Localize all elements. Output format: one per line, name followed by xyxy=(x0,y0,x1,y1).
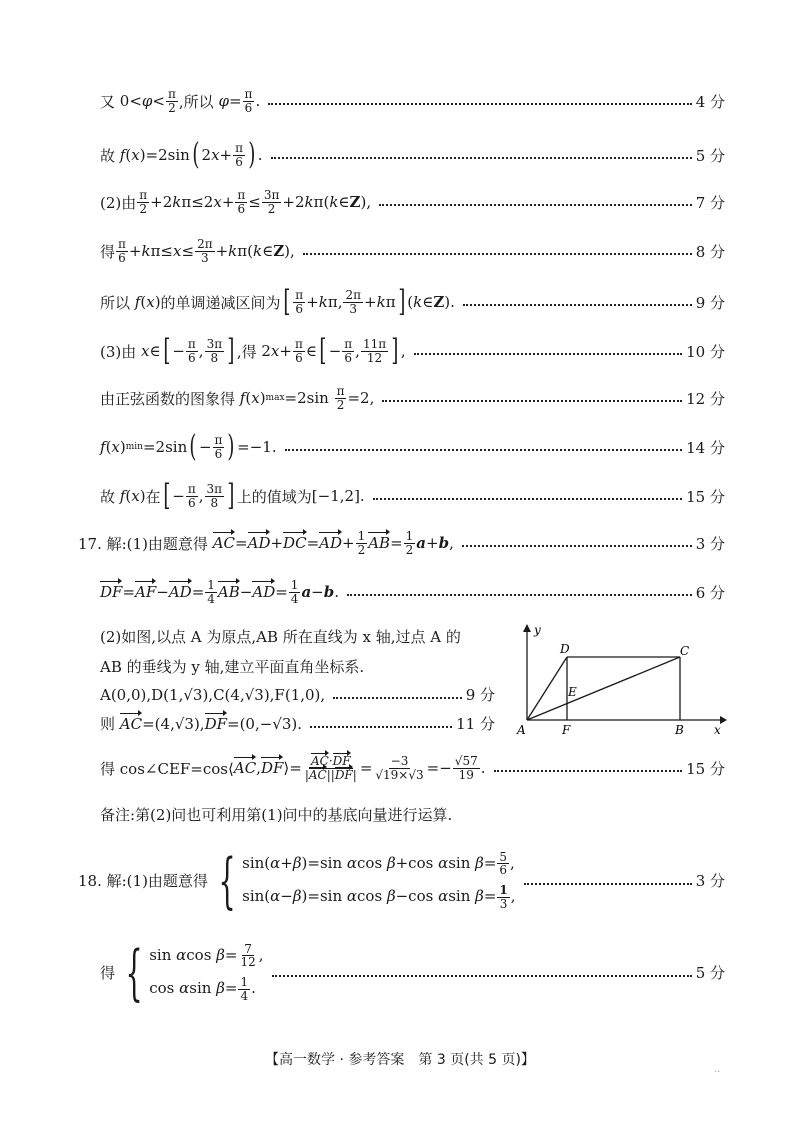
score-mark: 6 分 xyxy=(695,583,725,602)
label-x: x xyxy=(714,723,721,737)
dot-leader xyxy=(271,157,692,159)
q17-line-1 xyxy=(78,530,725,556)
solution-line-3 xyxy=(100,189,725,215)
score-mark: 12 分 xyxy=(686,389,725,408)
dot-leader xyxy=(463,304,692,306)
dot-leader xyxy=(303,253,692,255)
label-c: C xyxy=(680,644,690,658)
expr-fmin: f ( x ) min =2sin ( − $\frac{\pi}{6}$ ) =−1. xyxy=(100,429,277,464)
score-mark: 14 分 xyxy=(686,438,725,457)
solution-line-6 xyxy=(100,333,725,368)
score-mark: 10 分 xyxy=(686,342,725,361)
solution-line-5 xyxy=(100,284,725,319)
solution-line-2 xyxy=(100,137,725,172)
segment-ad xyxy=(527,657,567,720)
score-mark: 15 分 xyxy=(686,759,725,778)
label-y: y xyxy=(534,623,541,637)
solution-line-1 xyxy=(100,88,725,114)
score-mark: 3 分 xyxy=(695,872,725,890)
score-mark: 3 分 xyxy=(695,534,725,553)
equation-system: { sin(α+β)=sin αcos β+cos αsin β= $\frac{5}{6}$ , sin(α−β)=sin αcos β−cos αsin β= $\frac{1}{3}$ , xyxy=(218,845,516,916)
dot-leader xyxy=(310,726,452,728)
expr-fmax: 由正弦函数的图象得 f ( x ) max =2sin $\frac{\pi}{2}$ =2, xyxy=(100,384,375,412)
dot-leader xyxy=(373,498,682,500)
segment-ac xyxy=(527,657,680,720)
expr-points: A(0,0),D(1,√3),C(4,√3),F(1,0), xyxy=(100,685,326,704)
dot-leader xyxy=(272,975,692,977)
dot-leader xyxy=(268,103,691,105)
score-mark: 8 分 xyxy=(695,242,725,261)
expr-decreasing-inequality: (2)由 $\frac{\pi}{2}$ +2 k π≤2 x + $\frac{\pi}{6}$ ≤ $\frac{3\pi}{2}$ +2 k π( k ∈ Z ), xyxy=(100,188,372,216)
coordinate-figure xyxy=(510,620,732,742)
expr-q18-system: 18. 解:(1)由题意得 { sin(α+β)=sin αcos β+cos αsin β= $\frac{5}{6}$ , sin(α−β)=sin αcos β−cos αsin β= $\frac{1}{3}$ , xyxy=(78,845,516,916)
corner-mark: .. xyxy=(714,1064,721,1075)
expr-phi-range: 又 0< φ < $\frac{\pi}{2}$ ,所以 φ = $\frac{\pi}{6}$ . xyxy=(100,87,261,115)
expr-f-formula: 故 f ( x )=2sin ( 2 x + $\frac{\pi}{6}$ ) . xyxy=(100,137,263,172)
label-b: B xyxy=(675,723,684,737)
q17-cos-line xyxy=(100,755,725,781)
expr-part3-range: (3)由 x ∈ [ − $\frac{\pi}{6}$ , $\frac{3\pi}{8}$ ] ,得 2 x + $\frac{\pi}{6}$ ∈ [ − $\frac{\pi}{6}$ , $\frac{11\pi}{12}$ ] , xyxy=(100,333,406,368)
result-system: { sin αcos β= $\frac{7}{12}$ , cos αsin β= $\frac{1}{4}$ . xyxy=(125,937,264,1008)
dot-leader xyxy=(524,883,692,885)
q17-points-line xyxy=(100,684,495,705)
expr-vector-coords: 则 AC =(4,√3), DF =(0,−√3). xyxy=(100,714,303,733)
score-mark: 7 分 xyxy=(695,193,725,212)
dot-leader xyxy=(462,545,692,547)
solution-line-9 xyxy=(100,478,725,513)
score-mark: 4 分 xyxy=(695,92,725,111)
score-mark: 9 分 xyxy=(465,686,495,704)
label-e: E xyxy=(568,685,577,699)
dot-leader xyxy=(285,449,683,451)
x-axis-arrow xyxy=(720,716,727,724)
dot-leader xyxy=(347,594,692,596)
score-mark: 5 分 xyxy=(695,964,725,982)
dot-leader xyxy=(379,204,692,206)
score-mark: 9 分 xyxy=(695,293,725,312)
q17-part2-text-2: AB 的垂线为 y 轴,建立平面直角坐标系. xyxy=(100,658,365,676)
q17-vectors-line xyxy=(100,713,495,734)
solution-line-4 xyxy=(100,238,725,264)
q17-line-2 xyxy=(100,579,725,605)
expr-cos-cef: 得 cos∠CEF=cos⟨ AC , DF ⟩= $\frac{AC\cdot DF}{|AC||DF|}$ = $\frac{-3}{√19\times√3}$ =− $\frac{√57}{19}$ . xyxy=(100,754,486,782)
label-d: D xyxy=(560,642,570,656)
expr-vector-df: DF = AF − AD = $\frac{1}{4}$ AB − AD = $\frac{1}{4}$ a − b . xyxy=(100,578,340,606)
label-a: A xyxy=(517,723,526,737)
expr-value-range: 故 f ( x ) 在 [ − $\frac{\pi}{6}$ , $\frac{3\pi}{8}$ ] 上的值域为 [−1,2]. xyxy=(100,478,365,513)
solution-line-7 xyxy=(100,385,725,411)
expr-vector-ac: 17. 解:(1)由题意得 AC = AD + DC = AD + $\frac{1}{2}$ AB = $\frac{1}{2}$ a + b , xyxy=(78,529,454,557)
expr-x-range: 得 $\frac{\pi}{6}$ + k π≤ x ≤ $\frac{2\pi}{3}$ + k π( k ∈ Z ), xyxy=(100,237,295,265)
y-axis-arrow xyxy=(523,624,531,632)
q17-part2-text-1: (2)如图,以点 A 为原点,AB 所在直线为 x 轴,过点 A 的 xyxy=(100,628,461,646)
score-mark: 5 分 xyxy=(695,146,725,165)
score-mark: 15 分 xyxy=(686,487,725,506)
dot-leader xyxy=(414,353,683,355)
q18-line-2 xyxy=(100,930,725,1015)
dot-leader xyxy=(382,400,682,402)
score-mark: 11 分 xyxy=(456,715,495,733)
label-f: F xyxy=(562,723,571,737)
page-footer: 【高一数学 · 参考答案 第 3 页(共 5 页)】 xyxy=(265,1052,535,1068)
expr-q18-result: 得 { sin αcos β= $\frac{7}{12}$ , cos αsin β= $\frac{1}{4}$ . xyxy=(100,937,264,1008)
q17-remark: 备注:第(2)问也可利用第(1)问中的基底向量进行运算. xyxy=(100,806,453,824)
dot-leader xyxy=(494,770,683,772)
solution-line-8 xyxy=(100,429,725,464)
dot-leader xyxy=(333,697,462,699)
expr-decreasing-interval: 所以 f ( x ) 的单调递减区间为 [ $\frac{\pi}{6}$ + k π, $\frac{2\pi}{3}$ + k π ] ( k ∈ Z ). xyxy=(100,284,455,319)
q18-line-1 xyxy=(78,838,725,923)
